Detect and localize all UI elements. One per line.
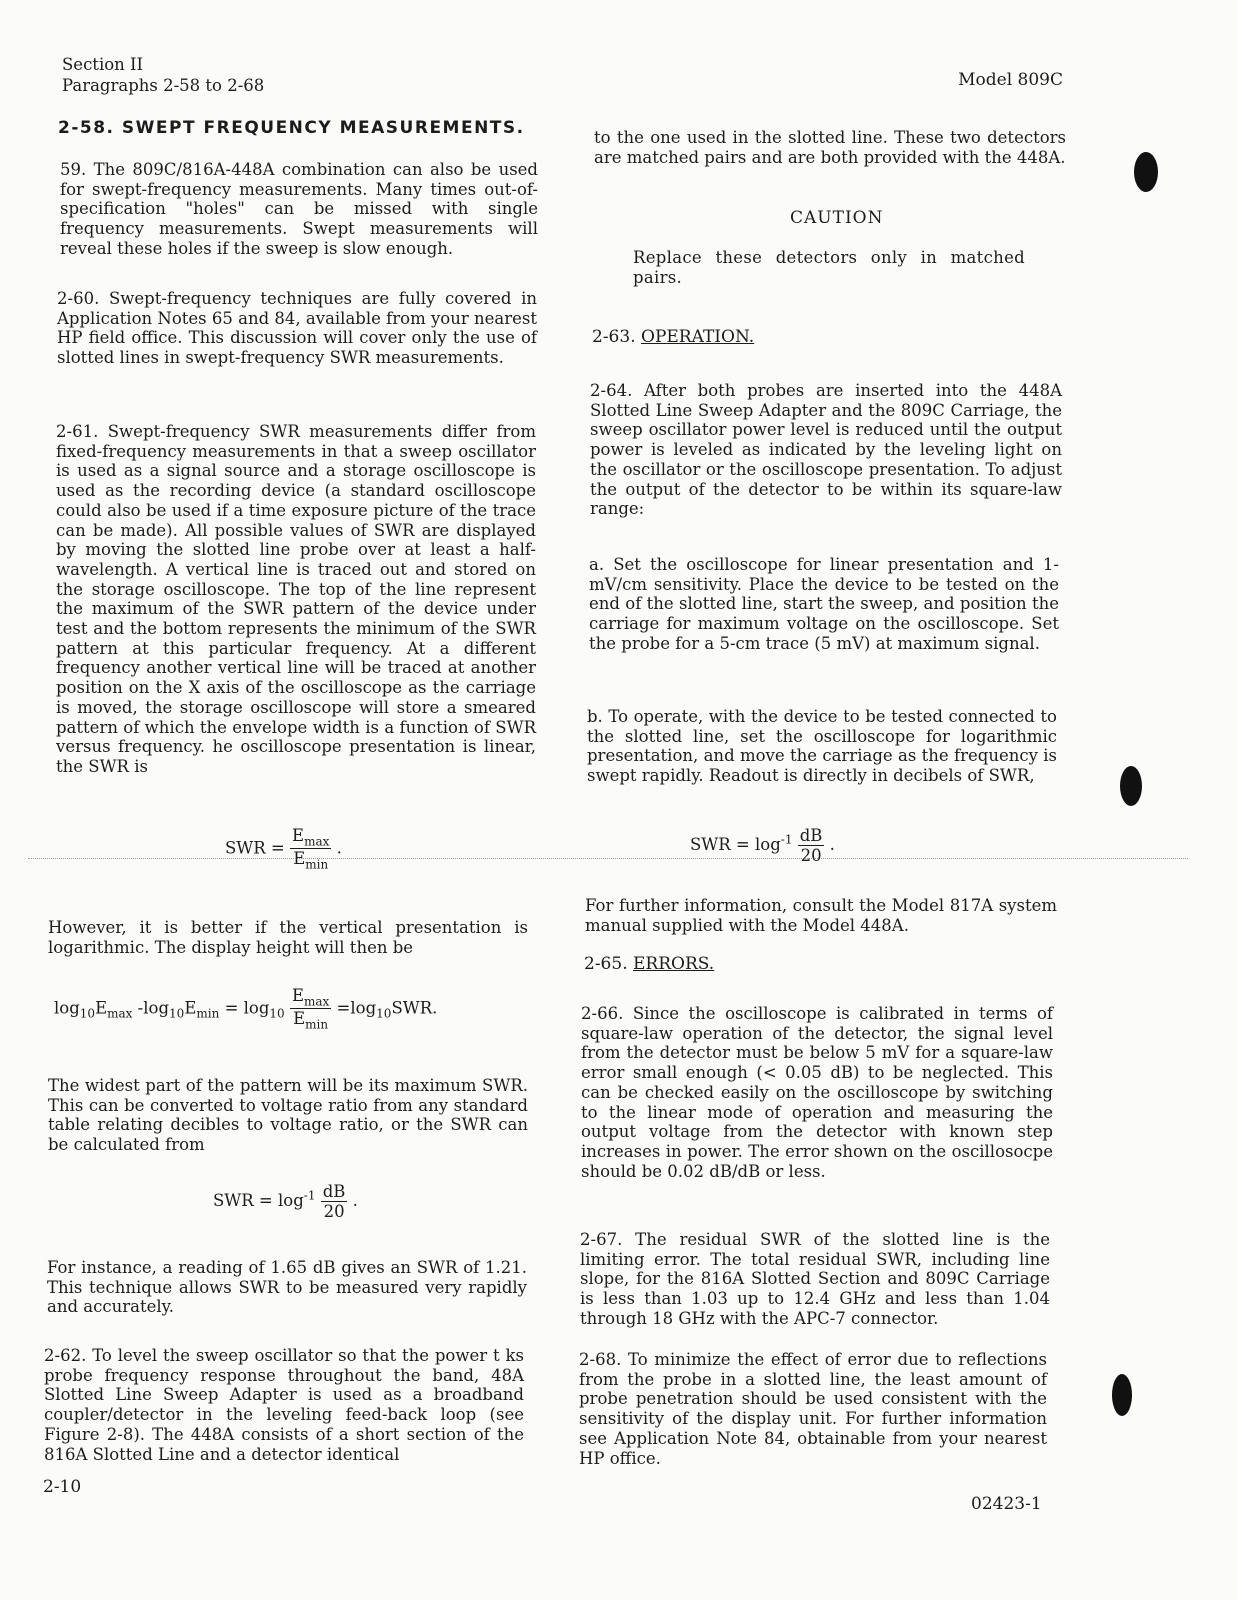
formula-log-display: $\log_{10}E_{max}$ $-\log_{10}E_{min} = \log_{10}$ $\frac{E_{max}}{E_{min}}$ $=\log_{10}SWR$.: [54, 986, 438, 1032]
paragraph-2-67: 2-67. The residual SWR of the slotted line is the limiting error. The total residual SWR, including line slope, for the 816A Slotted Section and 809C Carriage is less than 1.03 up to 12.4 GHz and less than 1.04 through 18 GHz with the APC-7 connector.: [580, 1230, 1050, 1328]
section-header: [62, 54, 264, 96]
section-label: Section II: [62, 55, 144, 74]
binder-hole-mark: [1120, 766, 1142, 806]
paragraph-2-61: 2-61. Swept-frequency SWR measurements differ from fixed-frequency measurements in that a sweep oscillator is used as a signal source and a storage oscilloscope is used as the recording device (a standard oscilloscope could also be used if a time exposure picture of the trace can be made). All possible values of SWR are displayed by moving the slotted line probe over at least a half-wavelength. A vertical line is traced out and stored on the storage oscilloscope. The top of the line represent the maximum of the SWR pattern of the device under test and the bottom represents the minimum of the SWR pattern at this particular frequency. At a different frequency another vertical line will be traced at another position on the X axis of the oscilloscope as the carriage is moved, the storage oscilloscope will store a smeared pattern of which the envelope width is a function of SWR versus frequency. he oscilloscope presentation is linear, the SWR is: [56, 422, 536, 776]
page-number: 2-10: [43, 1477, 82, 1497]
paragraph-2-68: 2-68. To minimize the effect of error due to reflections from the probe in a slotted line, the least amount of probe penetration should be used consistent with the sensitivity of the display unit. For further information see Application Note 84, obtainable from your nearest HP office.: [579, 1350, 1047, 1468]
paragraph-instance: For instance, a reading of 1.65 dB gives an SWR of 1.21. This technique allows SWR to be measured very rapidly and accurately.: [47, 1258, 527, 1317]
paragraph-2-59: 59. The 809C/816A-448A combination can also be used for swept-frequency measurements. Many times out-of-specification "holes" can be missed with single frequency measurements. Swept measurements will reveal these holes if the sweep is slow enough.: [60, 160, 538, 258]
heading-2-63: 2-63. OPERATION.: [592, 327, 755, 347]
paragraph-2-62: 2-62. To level the sweep oscillator so that the power t ks probe frequency response throughout the band, 48A Slotted Line Sweep Adapter is used as a broadband coupler/detector in the leveling feed-back loop (see Figure 2-8). The 448A consists of a short section of the 816A Slotted Line and a detector identical: [44, 1346, 524, 1464]
caution-title: CAUTION: [790, 208, 884, 228]
fold-line: [28, 858, 1188, 859]
paragraph-widest: The widest part of the pattern will be its maximum SWR. This can be converted to voltage ratio from any standard table relating decibles to voltage ratio, or the SWR can be calculated from: [48, 1076, 528, 1155]
paragraph-continued: to the one used in the slotted line. These two detectors are matched pairs and are both provided with the 448A.: [594, 128, 1066, 167]
paragraph-however: However, it is better if the vertical presentation is logarithmic. The display height will then be: [48, 918, 528, 957]
document-code: 02423-1: [971, 1494, 1042, 1514]
paragraph-2-64: 2-64. After both probes are inserted into the 448A Slotted Line Sweep Adapter and the 809C Carriage, the sweep oscillator power level is reduced until the output power is leveled as indicated by the leveling light on the oscillator or the oscilloscope presentation. To adjust the output of the detector to be within its square-law range:: [590, 381, 1062, 519]
paragraph-step-a: a. Set the oscilloscope for linear presentation and 1-mV/cm sensitivity. Place the device to be tested on the end of the slotted line, start the sweep, and position the carriage for maximum voltage on the oscilloscope. Set the probe for a 5-cm trace (5 mV) at maximum signal.: [589, 555, 1059, 653]
formula-lhs: SWR =: [225, 838, 285, 858]
paragraph-2-66: 2-66. Since the oscilloscope is calibrated in terms of square-law operation of the detector, the signal level from the detector must be below 5 mV for a square-law error small enough (< 0.05 dB) to be neglected. This can be checked easily on the oscilloscope by switching to the linear mode of operation and measuring the output voltage from the detector with known step increases in power. The error shown on the oscillosocpe should be 0.02 dB/dB or less.: [581, 1004, 1053, 1181]
fraction: $\frac{E_{max}}{E_{min}}$: [292, 826, 330, 872]
paragraph-step-b: b. To operate, with the device to be tested connected to the slotted line, set the oscilloscope for logarithmic presentation, and move the carriage as the frequency is swept rapidly. Readout is directly in decibels of SWR,: [587, 707, 1057, 786]
binder-hole-mark: [1134, 152, 1158, 192]
paragraph-range: Paragraphs 2-58 to 2-68: [62, 76, 265, 95]
paragraph-2-60: 2-60. Swept-frequency techniques are fully covered in Application Notes 65 and 84, available from your nearest HP field office. This discussion will cover only the use of slotted lines in swept-frequency SWR measurements.: [57, 289, 537, 368]
model-label: Model 809C: [958, 70, 1063, 90]
binder-hole-mark: [1112, 1374, 1132, 1416]
heading-2-65: 2-65. ERRORS.: [584, 954, 715, 974]
caution-text: Replace these detectors only in matched pairs.: [633, 248, 1025, 287]
formula-swr-db-left: SWR = $\log^{-1}$ $\frac{dB}{20}$ .: [213, 1182, 358, 1221]
paragraph-further-info: For further information, consult the Model 817A system manual supplied with the Model 448A.: [585, 896, 1057, 935]
section-heading: 2-58. SWEPT FREQUENCY MEASUREMENTS.: [58, 118, 525, 138]
formula-swr-linear: SWR = $\frac{E_{max}}{E_{min}}$ .: [225, 826, 342, 872]
formula-swr-db-right: SWR = $\log^{-1}$ $\frac{dB}{20}$ .: [690, 826, 835, 865]
